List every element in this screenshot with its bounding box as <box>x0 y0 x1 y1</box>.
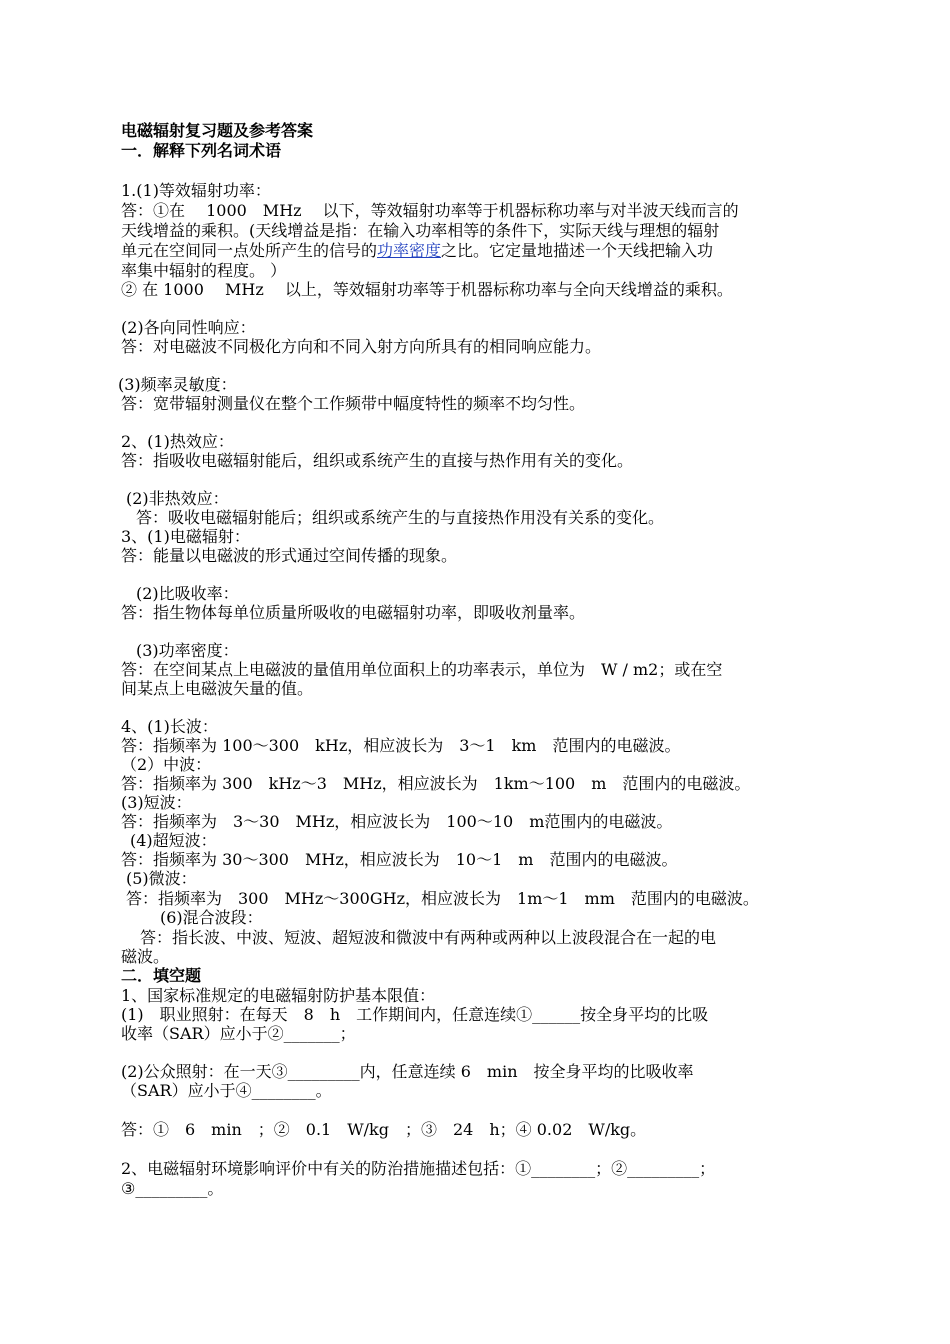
line: ② 在 1000 MHz 以上，等效辐射功率等于机器标称功率与全向天线增益的乘积。 <box>121 280 733 299</box>
line: （2）中波： <box>121 755 212 774</box>
line: 答：对电磁波不同极化方向和不同入射方向所具有的相同响应能力。 <box>121 337 602 356</box>
line: 答：指频率为 3～30 MHz，相应波长为 100～10 m范围内的电磁波。 <box>121 812 673 831</box>
line: （SAR）应小于④________。 <box>121 1081 332 1100</box>
line: 答：在空间某点上电磁波的量值用单位面积上的功率表示，单位为 W / m2；或在空 <box>121 660 723 679</box>
line: 答：能量以电磁波的形式通过空间传播的现象。 <box>121 546 458 565</box>
line: 率集中辐射的程度。 ） <box>121 261 287 280</box>
section-heading-1: 一．解释下列名词术语 <box>121 141 282 160</box>
section-heading-2: 二．填空题 <box>121 966 202 985</box>
text-span: 单元在空间同一点处所产生的信号的 <box>121 241 378 260</box>
line: 答：指频率为 30～300 MHz，相应波长为 10～1 m 范围内的电磁波。 <box>121 850 678 869</box>
line: 3、(1)电磁辐射： <box>121 527 250 546</box>
line: (4)超短波： <box>130 831 217 850</box>
line: (2)非热效应： <box>126 489 229 508</box>
line: (5)微波： <box>126 869 197 888</box>
line: 2、电磁辐射环境影响评价中有关的防治措施描述包括：①________；②_________； <box>121 1159 716 1178</box>
line: (3)短波： <box>121 793 192 812</box>
line: 答：指长波、中波、短波、超短波和微波中有两种或两种以上波段混合在一起的电 <box>140 928 717 947</box>
line: (1) 职业照射：在每天 8 h 工作期间内，任意连续①______按全身平均的比吸 <box>121 1005 709 1024</box>
line: 1、国家标准规定的电磁辐射防护基本限值： <box>121 986 436 1005</box>
line: 答：指频率为 100～300 kHz，相应波长为 3～1 km 范围内的电磁波。 <box>121 736 681 755</box>
line: (2)比吸收率： <box>136 584 239 603</box>
line: (2)公众照射：在一天③_________内，任意连续 6 min 按全身平均的比吸收率 <box>121 1062 694 1081</box>
line: ③_________。 <box>121 1179 224 1198</box>
line: 磁波。 <box>121 947 170 966</box>
line: (3)频率灵敏度： <box>118 375 237 394</box>
line: 答：①在 1000 MHz 以下，等效辐射功率等于机器标称功率与对半波天线而言的 <box>121 201 739 220</box>
line: 答：① 6 min ；② 0.1 W/kg ；③ 24 h；④ 0.02 W/kg。 <box>121 1120 647 1139</box>
line: 2、(1)热效应： <box>121 432 234 451</box>
power-density-link[interactable]: 功率密度 <box>377 241 442 260</box>
line: (2)各向同性响应： <box>121 318 256 337</box>
line: 答：宽带辐射测量仪在整个工作频带中幅度特性的频率不均匀性。 <box>121 394 586 413</box>
line: (3)功率密度： <box>136 641 239 660</box>
line: 间某点上电磁波矢量的值。 <box>121 679 314 698</box>
doc-title: 电磁辐射复习题及参考答案 <box>121 121 314 140</box>
line: 答：指生物体每单位质量所吸收的电磁辐射功率，即吸收剂量率。 <box>121 603 586 622</box>
line: 答：吸收电磁辐射能后；组织或系统产生的与直接热作用没有关系的变化。 <box>136 508 665 527</box>
line: (6)混合波段： <box>160 908 263 927</box>
line: 4、(1)长波： <box>121 717 218 736</box>
text-span: 之比。它定量地描述一个天线把输入功 <box>441 241 714 260</box>
line: 答：指频率为 300 kHz～3 MHz，相应波长为 1km～100 m 范围内的电磁波。 <box>121 774 751 793</box>
line: 答：指频率为 300 MHz～300GHz，相应波长为 1m～1 mm 范围内的电磁波。 <box>126 889 759 908</box>
line: 收率（SAR）应小于②_______； <box>121 1024 356 1043</box>
line: 天线增益的乘积。(天线增益是指：在输入功率相等的条件下，实际天线与理想的辐射 <box>121 221 720 240</box>
line: 1.(1)等效辐射功率： <box>121 181 271 200</box>
line <box>121 242 713 260</box>
line: 答：指吸收电磁辐射能后，组织或系统产生的直接与热作用有关的变化。 <box>121 451 634 470</box>
